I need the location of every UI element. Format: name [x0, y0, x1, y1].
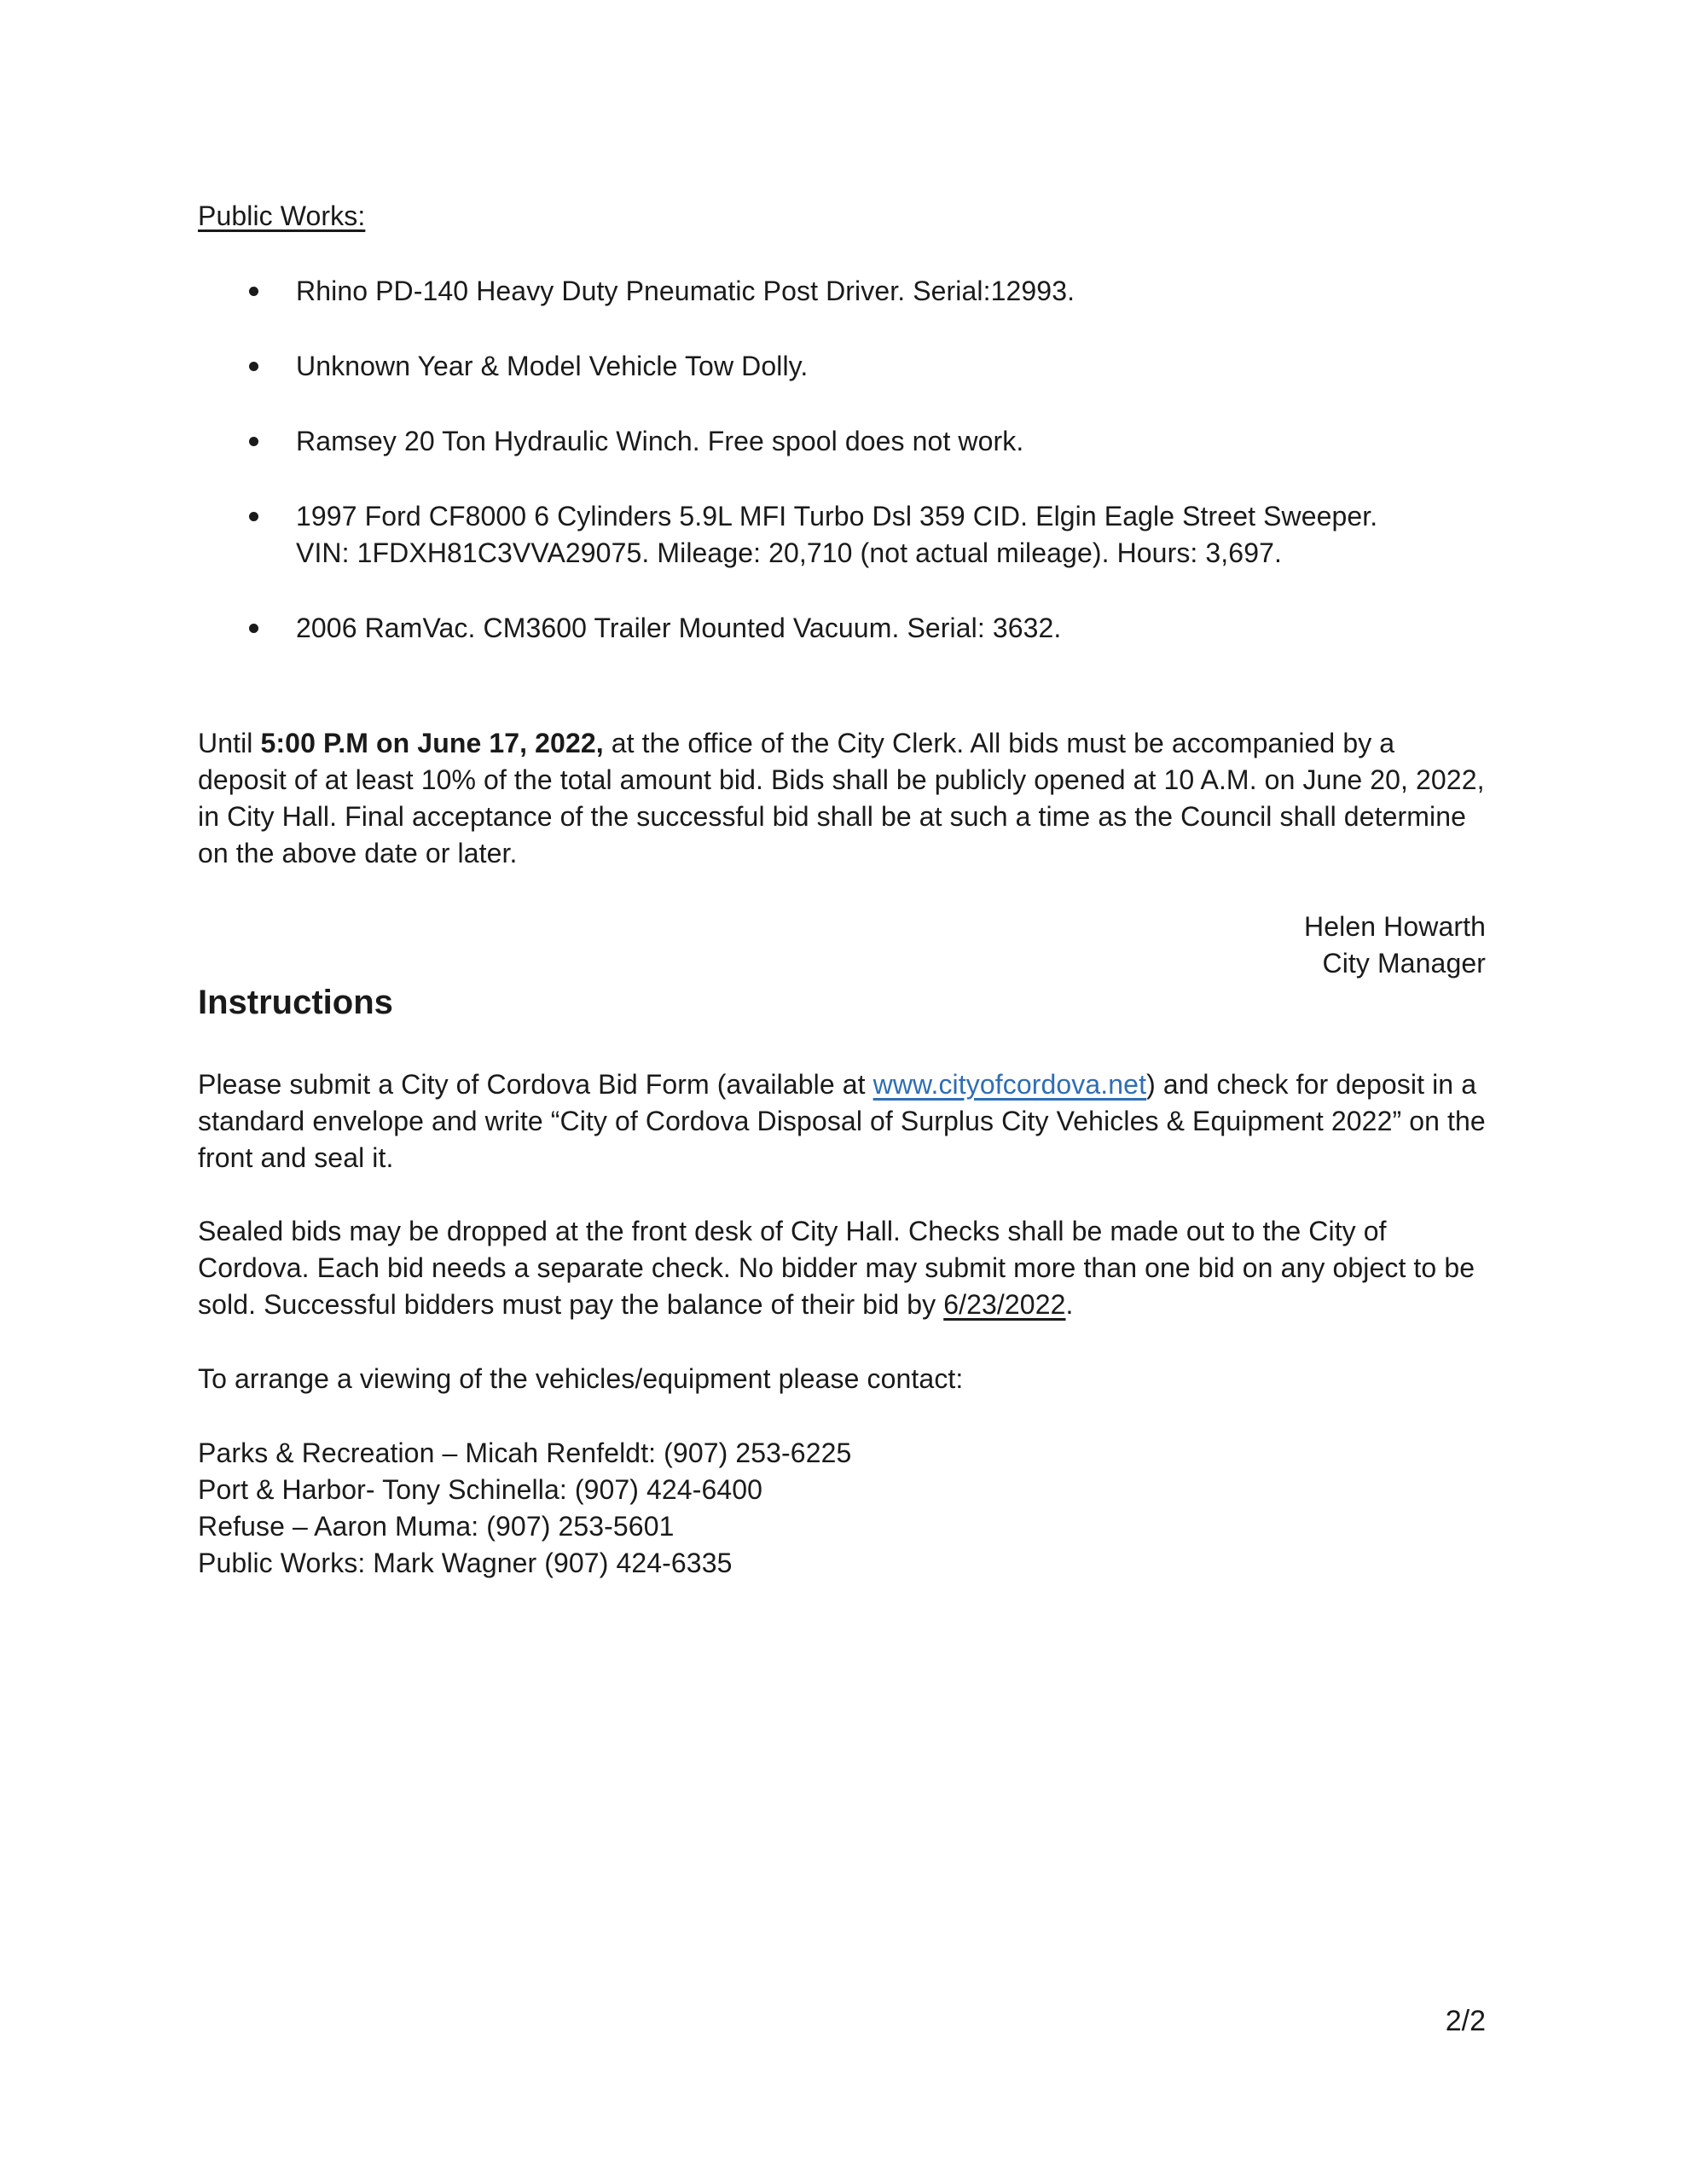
section-title-public-works: Public Works: — [198, 200, 366, 231]
document-page — [198, 0, 1486, 2184]
list-item-text: Unknown Year & Model Vehicle Tow Dolly. — [296, 351, 809, 381]
website-link[interactable]: www.cityofcordova.net — [872, 1069, 1147, 1100]
contact-list — [198, 1435, 851, 1582]
bullet-icon — [249, 624, 258, 633]
contact-item: Public Works: Mark Wagner (907) 424-6335 — [198, 1548, 733, 1578]
list-item-text: Rhino PD-140 Heavy Duty Pneumatic Post Driver. Serial:12993. — [296, 276, 1075, 306]
deadline-date: 5:00 P.M on June 17, 2022, — [260, 728, 604, 758]
contact-item: Parks & Recreation – Micah Renfeldt: (907) 253-6225 — [198, 1438, 852, 1468]
bullet-icon — [249, 437, 258, 446]
signature-block — [1304, 909, 1486, 982]
bullet-icon — [249, 362, 258, 371]
balance-due-date: 6/23/2022 — [943, 1289, 1066, 1320]
list-item-text: 2006 RamVac. CM3600 Trailer Mounted Vacuum. Serial: 3632. — [296, 613, 1062, 643]
list-item-text: Ramsey 20 Ton Hydraulic Winch. Free spool does not work. — [296, 426, 1024, 456]
instructions-paragraph-3: To arrange a viewing of the vehicles/equipment please contact: — [198, 1363, 964, 1394]
signer-title: City Manager — [1322, 948, 1486, 979]
deadline-prefix: Until — [198, 728, 261, 758]
instructions-paragraph-1 — [198, 1066, 1486, 1176]
list-item — [198, 610, 1486, 647]
instructions-text: . — [1065, 1289, 1074, 1320]
bullet-icon — [249, 512, 258, 521]
instructions-heading: Instructions — [198, 984, 393, 1021]
instructions-text: Sealed bids may be dropped at the front desk of City Hall. Checks shall be made out to the City of Cordova. Each bid needs a separate check. No bidder may submit more than one bid on any object to be sold. Successful bidders must pay the balance of their bid by — [198, 1216, 1475, 1320]
bullet-icon — [249, 287, 258, 296]
bid-deadline-paragraph — [198, 725, 1486, 872]
instructions-text: ) and check for deposit in a standard envelope and write “City of Cordova Disposal of Surplus City Vehicles & Equipment 2022” on the front and seal it. — [198, 1069, 1486, 1173]
deadline-text: at the office of the City Clerk. All bids must be accompanied by a deposit of at least 10% of the total amount bid. Bids shall be publicly opened at 10 A.M. on June 20, 2022, in City Hall. Final acceptance of the successful bid shall be at such a time as the Council shall determine on the above date or later. — [198, 728, 1485, 868]
list-item — [198, 423, 1486, 460]
list-item-text: VIN: 1FDXH81C3VVA29075. Mileage: 20,710 (not actual mileage). Hours: 3,697. — [296, 537, 1282, 568]
list-item — [198, 273, 1486, 310]
page-number: 2/2 — [1445, 2005, 1486, 2037]
instructions-text: Please submit a City of Cordova Bid Form (available at — [198, 1069, 873, 1100]
list-item-text: 1997 Ford CF8000 6 Cylinders 5.9L MFI Turbo Dsl 359 CID. Elgin Eagle Street Sweeper. — [296, 501, 1378, 531]
list-item — [198, 498, 1486, 572]
instructions-paragraph-2 — [198, 1213, 1486, 1323]
signer-name: Helen Howarth — [1304, 911, 1486, 942]
equipment-list — [198, 273, 1486, 685]
list-item — [198, 348, 1486, 385]
contact-item: Refuse – Aaron Muma: (907) 253-5601 — [198, 1511, 675, 1542]
contact-item: Port & Harbor- Tony Schinella: (907) 424-6400 — [198, 1474, 763, 1505]
